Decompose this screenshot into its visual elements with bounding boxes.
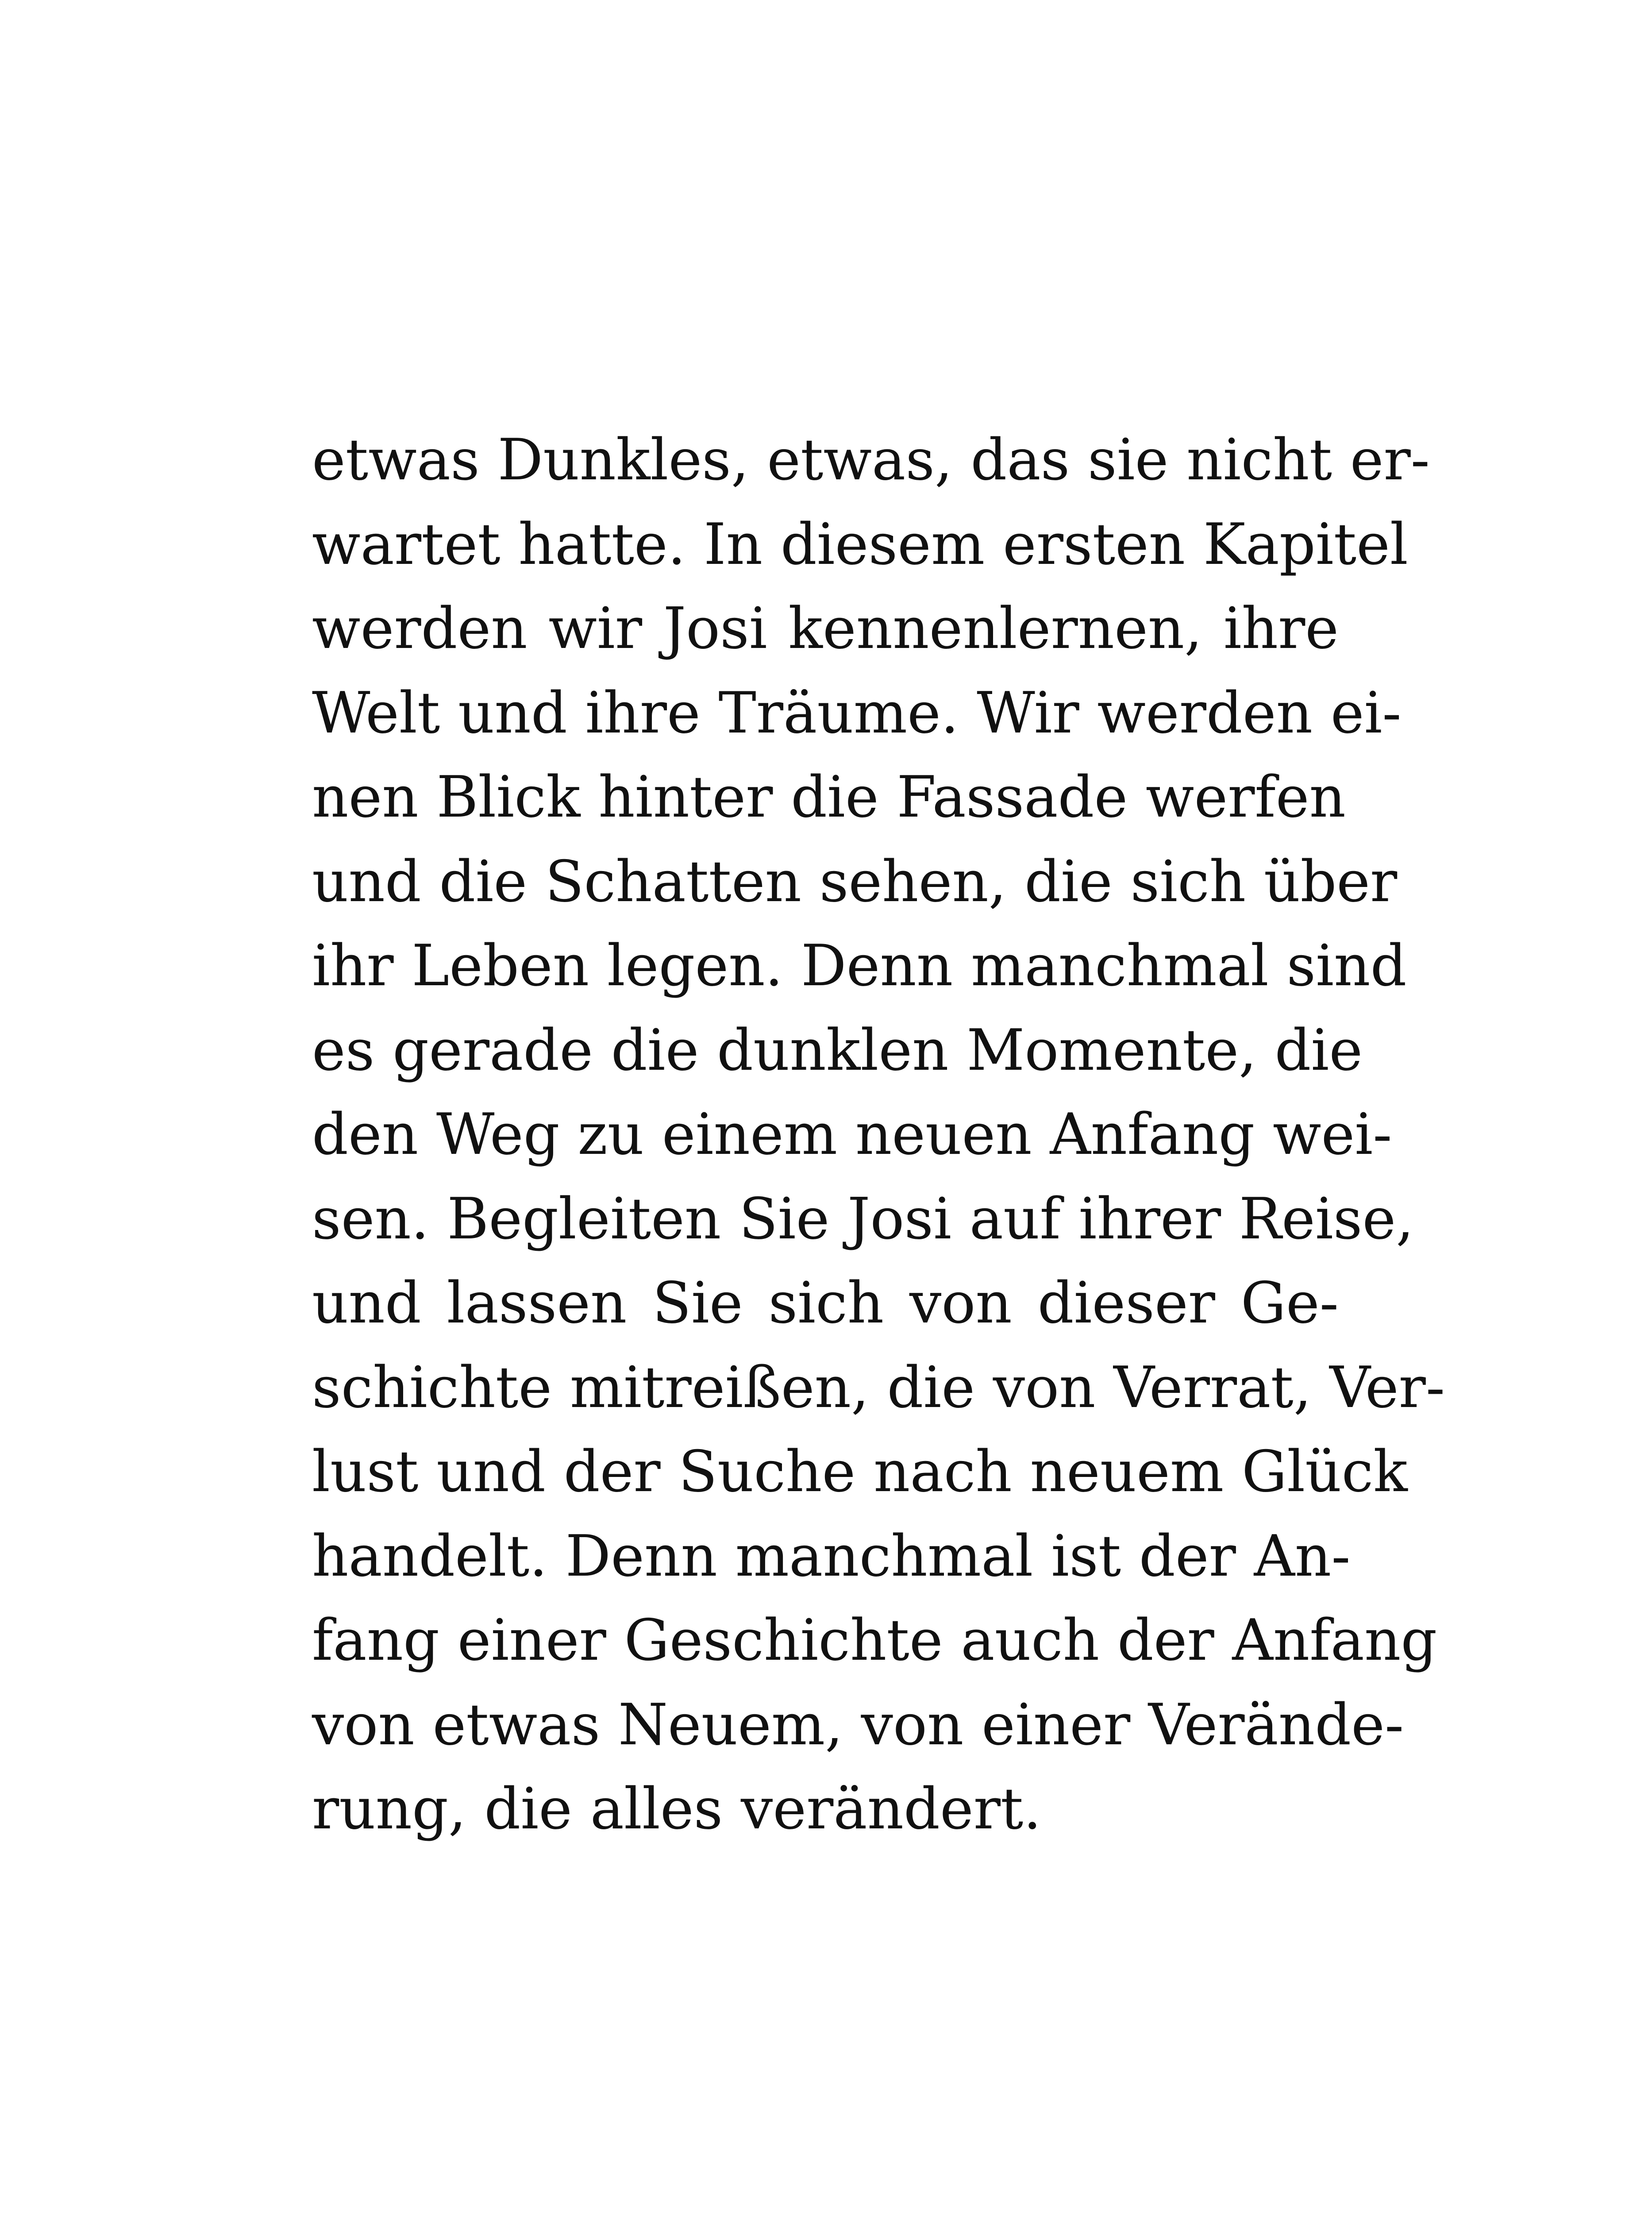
text-line: rung, die alles verändert. bbox=[312, 1776, 1041, 1842]
text-line: von etwas Neuem, von einer Verände- bbox=[312, 1692, 1404, 1758]
text-line: werden wir Josi kennenlernen, ihre bbox=[312, 596, 1339, 662]
text-line: es gerade die dunklen Momente, die bbox=[312, 1017, 1363, 1083]
text-line: wartet hatte. In diesem ersten Kapitel bbox=[312, 511, 1408, 578]
text-line: und die Schatten sehen, die sich über bbox=[312, 848, 1398, 915]
text-line: handelt. Denn manchmal ist der An- bbox=[312, 1523, 1351, 1589]
text-line: nen Blick hinter die Fassade werfen bbox=[312, 764, 1346, 830]
text-line: fang einer Geschichte auch der Anfang bbox=[312, 1608, 1437, 1673]
text-line: ihr Leben legen. Denn manchmal sind bbox=[312, 933, 1407, 999]
text-line: lust und der Suche nach neuem Glück bbox=[312, 1439, 1408, 1505]
text-line: Welt und ihre Träume. Wir werden ei- bbox=[312, 680, 1402, 746]
body-paragraph bbox=[312, 418, 1445, 1852]
text-line: den Weg zu einem neuen Anfang wei- bbox=[312, 1102, 1392, 1168]
text-line: sen. Begleiten Sie Josi auf ihrer Reise, bbox=[312, 1186, 1414, 1252]
text-line: schichte mitreißen, die von Verrat, Ver- bbox=[312, 1354, 1445, 1421]
text-line: und lassen Sie sich von dieser Ge- bbox=[312, 1270, 1339, 1336]
text-line: etwas Dunkles, etwas, das sie nicht er- bbox=[312, 427, 1430, 493]
